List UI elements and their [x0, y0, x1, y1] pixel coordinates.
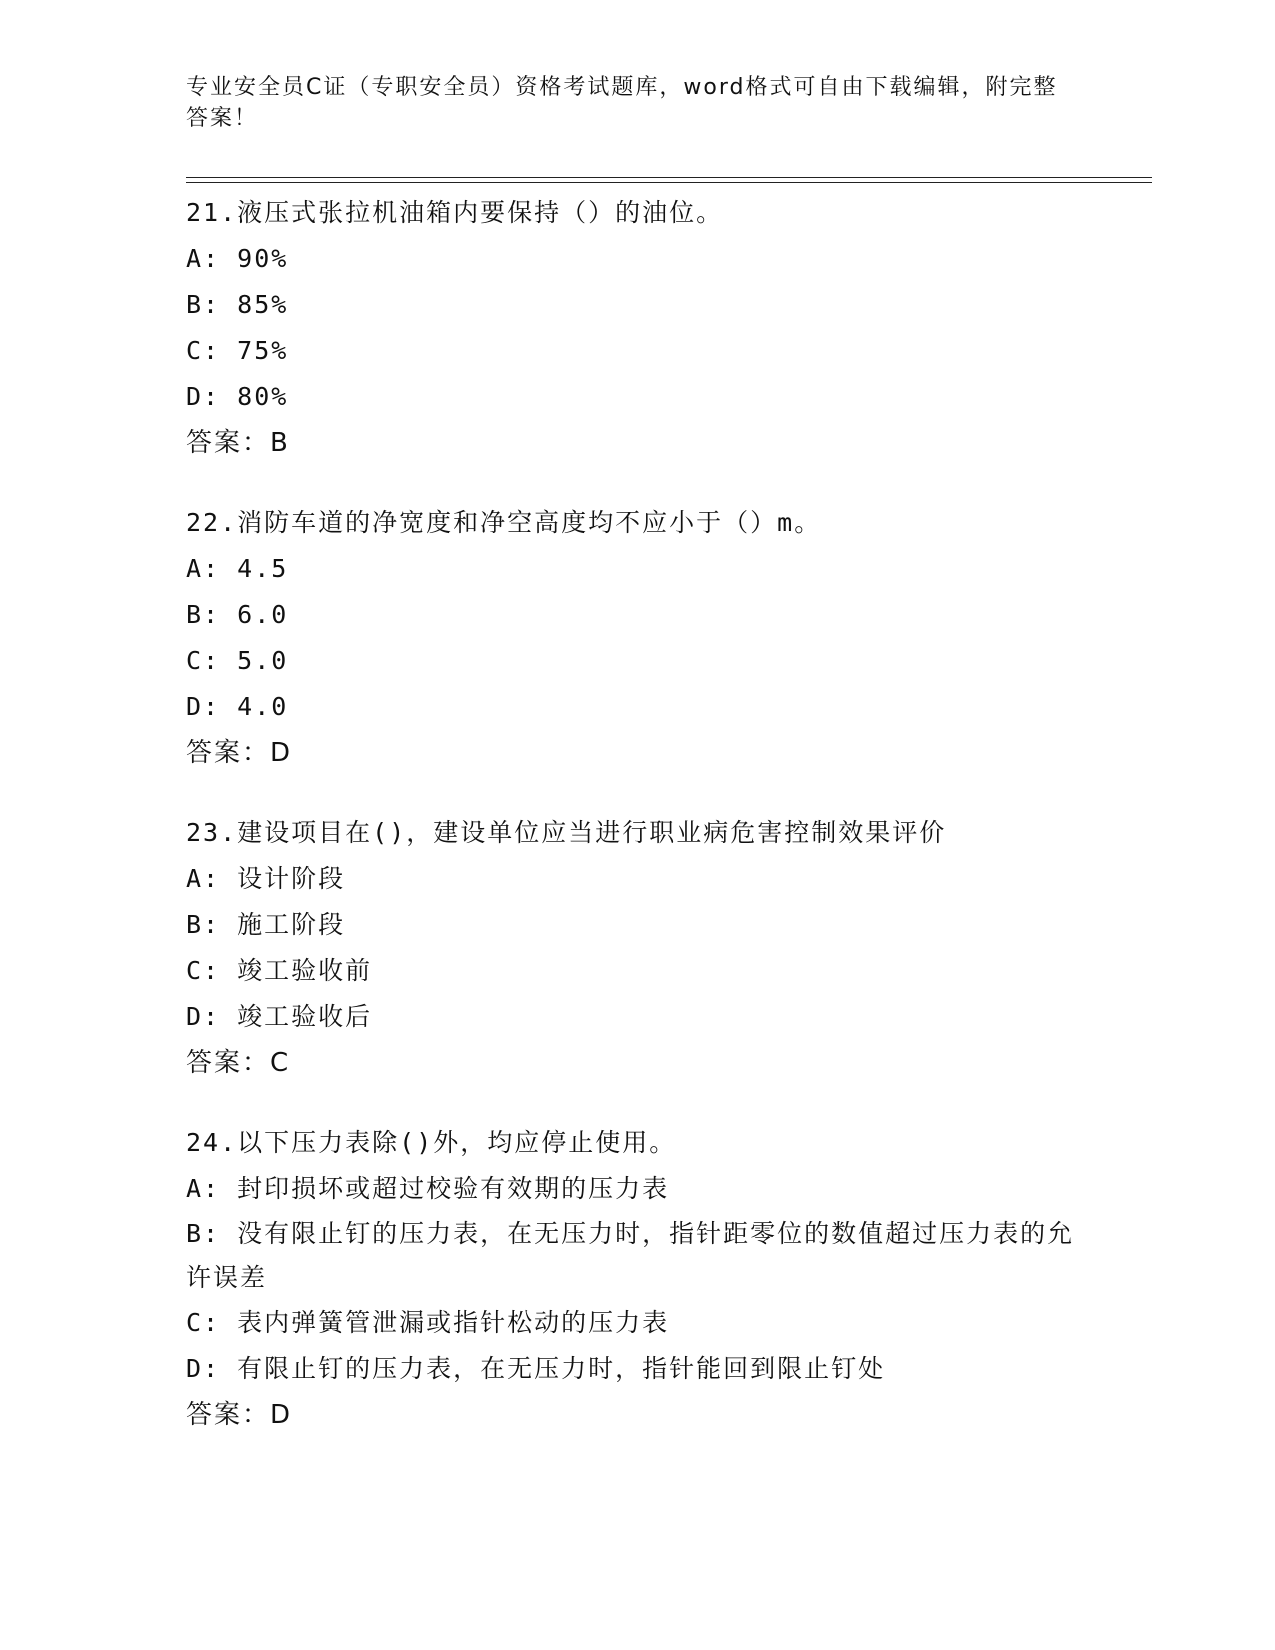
question-title: 21.液压式张拉机油箱内要保持（）的油位。: [186, 198, 724, 227]
option-c: C: 表内弹簧管泄漏或指针松动的压力表: [186, 1308, 670, 1337]
document-header: 专业安全员C证（专职安全员）资格考试题库，word格式可自由下载编辑，附完整答案！: [186, 75, 1058, 131]
answer: 答案：D: [186, 1400, 293, 1430]
option-a: A: 90%: [186, 244, 289, 273]
option-a: A: 4.5: [186, 554, 289, 583]
question-title: 22.消防车道的净宽度和净空高度均不应小于（）m。: [186, 508, 822, 537]
option-b: B: 没有限止钉的压力表，在无压力时，指针距零位的数值超过压力表的允许误差: [186, 1219, 1075, 1292]
header-rule-top: [186, 177, 1152, 178]
answer: 答案：B: [186, 428, 290, 458]
option-d: D: 竣工验收后: [186, 1002, 373, 1031]
question-title: 24.以下压力表除()外，均应停止使用。: [186, 1128, 677, 1157]
option-d: D: 80%: [186, 382, 289, 411]
option-c: C: 75%: [186, 336, 289, 365]
question-title: 23.建设项目在()，建设单位应当进行职业病危害控制效果评价: [186, 818, 947, 847]
option-b: B: 施工阶段: [186, 910, 346, 939]
question-22: [186, 500, 1086, 776]
option-b: B: 85%: [186, 290, 289, 319]
question-list: [186, 190, 1086, 1472]
option-d: D: 有限止钉的压力表，在无压力时，指针能回到限止钉处: [186, 1354, 886, 1383]
option-d: D: 4.0: [186, 692, 289, 721]
option-c: C: 竣工验收前: [186, 956, 373, 985]
question-21: [186, 190, 1086, 466]
header-rule-bottom: [186, 182, 1152, 183]
option-a: A: 封印损坏或超过校验有效期的压力表: [186, 1174, 670, 1203]
question-23: [186, 810, 1086, 1086]
option-a: A: 设计阶段: [186, 864, 346, 893]
answer: 答案：C: [186, 1048, 291, 1078]
answer: 答案：D: [186, 738, 293, 768]
question-24: [186, 1120, 1086, 1438]
option-b: B: 6.0: [186, 600, 289, 629]
option-c: C: 5.0: [186, 646, 289, 675]
